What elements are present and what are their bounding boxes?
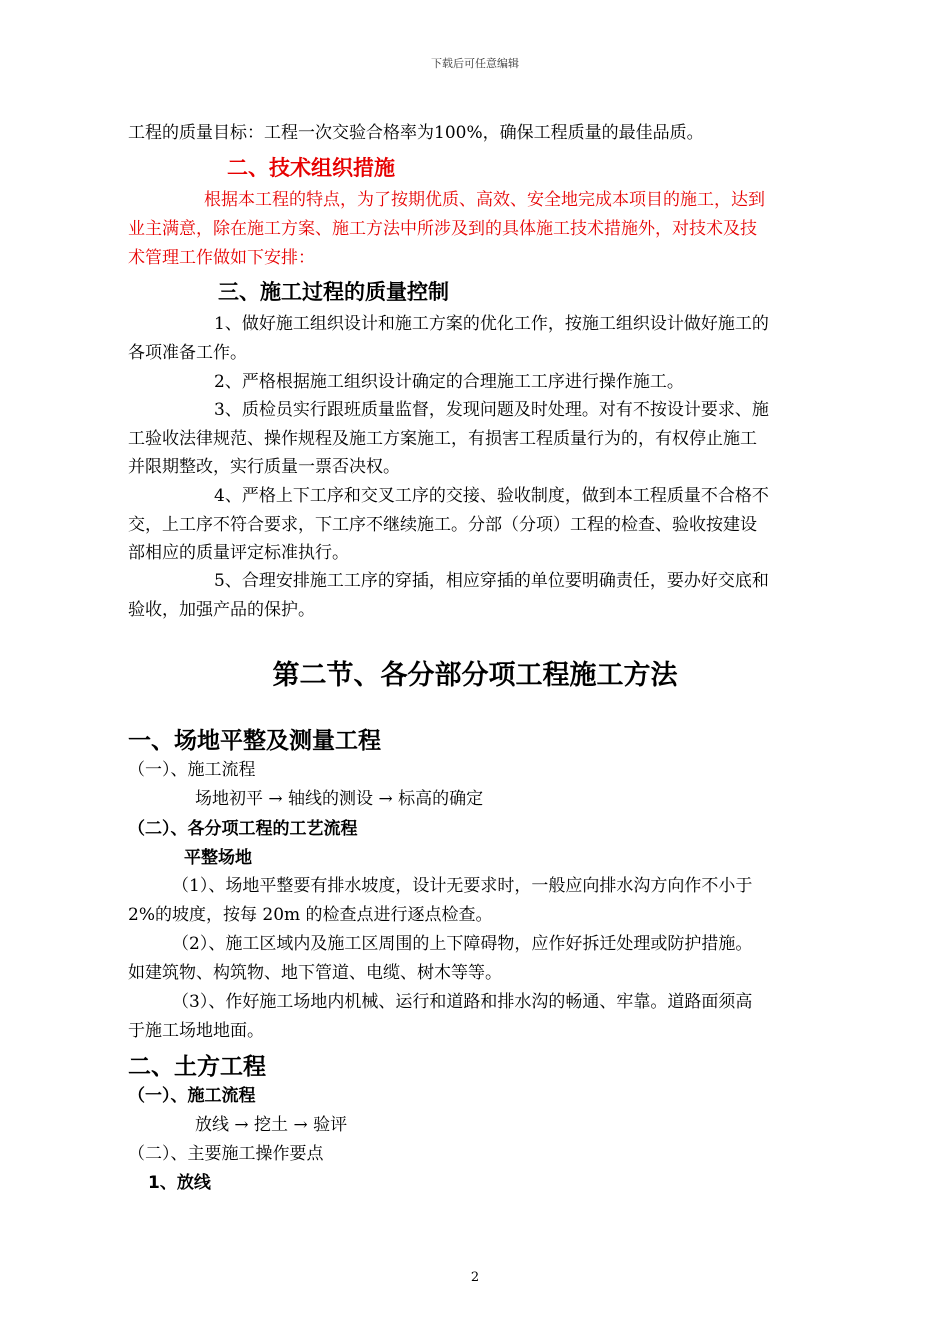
tech-measures-line: 术管理工作做如下安排： xyxy=(128,248,315,268)
quality-goal-text: 工程的质量目标：工程一次交验合格率为100%，确保工程质量的最佳品质。 xyxy=(128,123,704,143)
tech-measures-heading: 二、技术组织措施 xyxy=(227,156,395,180)
quality-control-line: 2、严格根据施工组织设计确定的合理施工工序进行操作施工。 xyxy=(214,372,684,392)
quality-control-line: 验收，加强产品的保护。 xyxy=(128,600,315,620)
quality-control-line: 5、合理安排施工工序的穿插，相应穿插的单位要明确责任，要办好交底和 xyxy=(214,571,769,591)
site-leveling-line: 于施工场地地面。 xyxy=(128,1021,264,1041)
site-leveling-line: （2）、施工区域内及施工区周围的上下障碍物，应作好拆迁处理或防护措施。 xyxy=(172,934,753,954)
earthwork-flow-heading: （一）、施工流程 xyxy=(128,1086,256,1106)
earthwork-heading: 二、土方工程 xyxy=(128,1054,266,1080)
site-leveling-process-heading: （二）、各分项工程的工艺流程 xyxy=(128,819,358,839)
quality-control-line: 并限期整改，实行质量一票否决权。 xyxy=(128,457,400,477)
quality-control-line: 工验收法律规范、操作规程及施工方案施工，有损害工程质量行为的，有权停止施工 xyxy=(128,429,757,449)
site-leveling-line: 2%的坡度，按每 20m 的检查点进行逐点检查。 xyxy=(128,905,493,925)
quality-control-line: 1、做好施工组织设计和施工方案的优化工作，按施工组织设计做好施工的 xyxy=(214,314,769,334)
quality-control-line: 各项准备工作。 xyxy=(128,343,247,363)
site-leveling-heading: 一、场地平整及测量工程 xyxy=(128,728,381,754)
site-leveling-flow-heading: （一）、施工流程 xyxy=(128,760,256,780)
site-leveling-flow: 场地初平 → 轴线的测设 → 标高的确定 xyxy=(195,789,484,809)
earthwork-points-heading: （二）、主要施工操作要点 xyxy=(128,1144,324,1164)
page-number: 2 xyxy=(470,1270,480,1285)
site-leveling-line: （1）、场地平整要有排水坡度，设计无要求时，一般应向排水沟方向作不小于 xyxy=(172,876,753,896)
page-header: 下载后可任意编辑 xyxy=(431,57,519,70)
earthwork-flow: 放线 → 挖土 → 验评 xyxy=(195,1115,348,1135)
site-leveling-line: 如建筑物、构筑物、地下管道、电缆、树木等等。 xyxy=(128,963,502,983)
tech-measures-line: 根据本工程的特点，为了按期优质、高效、安全地完成本项目的施工，达到 xyxy=(204,190,765,210)
site-leveling-sub-heading: 平整场地 xyxy=(184,848,252,868)
quality-control-line: 部相应的质量评定标准执行。 xyxy=(128,543,349,563)
quality-control-line: 4、严格上下工序和交叉工序的交接、验收制度，做到本工程质量不合格不 xyxy=(214,486,769,506)
earthwork-item: 1、放线 xyxy=(148,1173,211,1193)
site-leveling-line: （3）、作好施工场地内机械、运行和道路和排水沟的畅通、牢靠。道路面须高 xyxy=(172,992,753,1012)
quality-control-line: 交，上工序不符合要求，下工序不继续施工。分部（分项）工程的检查、验收按建设 xyxy=(128,515,757,535)
section-title: 第二节、各分部分项工程施工方法 xyxy=(272,660,678,691)
tech-measures-line: 业主满意，除在施工方案、施工方法中所涉及到的具体施工技术措施外，对技术及技 xyxy=(128,219,757,239)
quality-control-line: 3、质检员实行跟班质量监督，发现问题及时处理。对有不按设计要求、施 xyxy=(214,400,769,420)
quality-control-heading: 三、施工过程的质量控制 xyxy=(218,280,449,304)
